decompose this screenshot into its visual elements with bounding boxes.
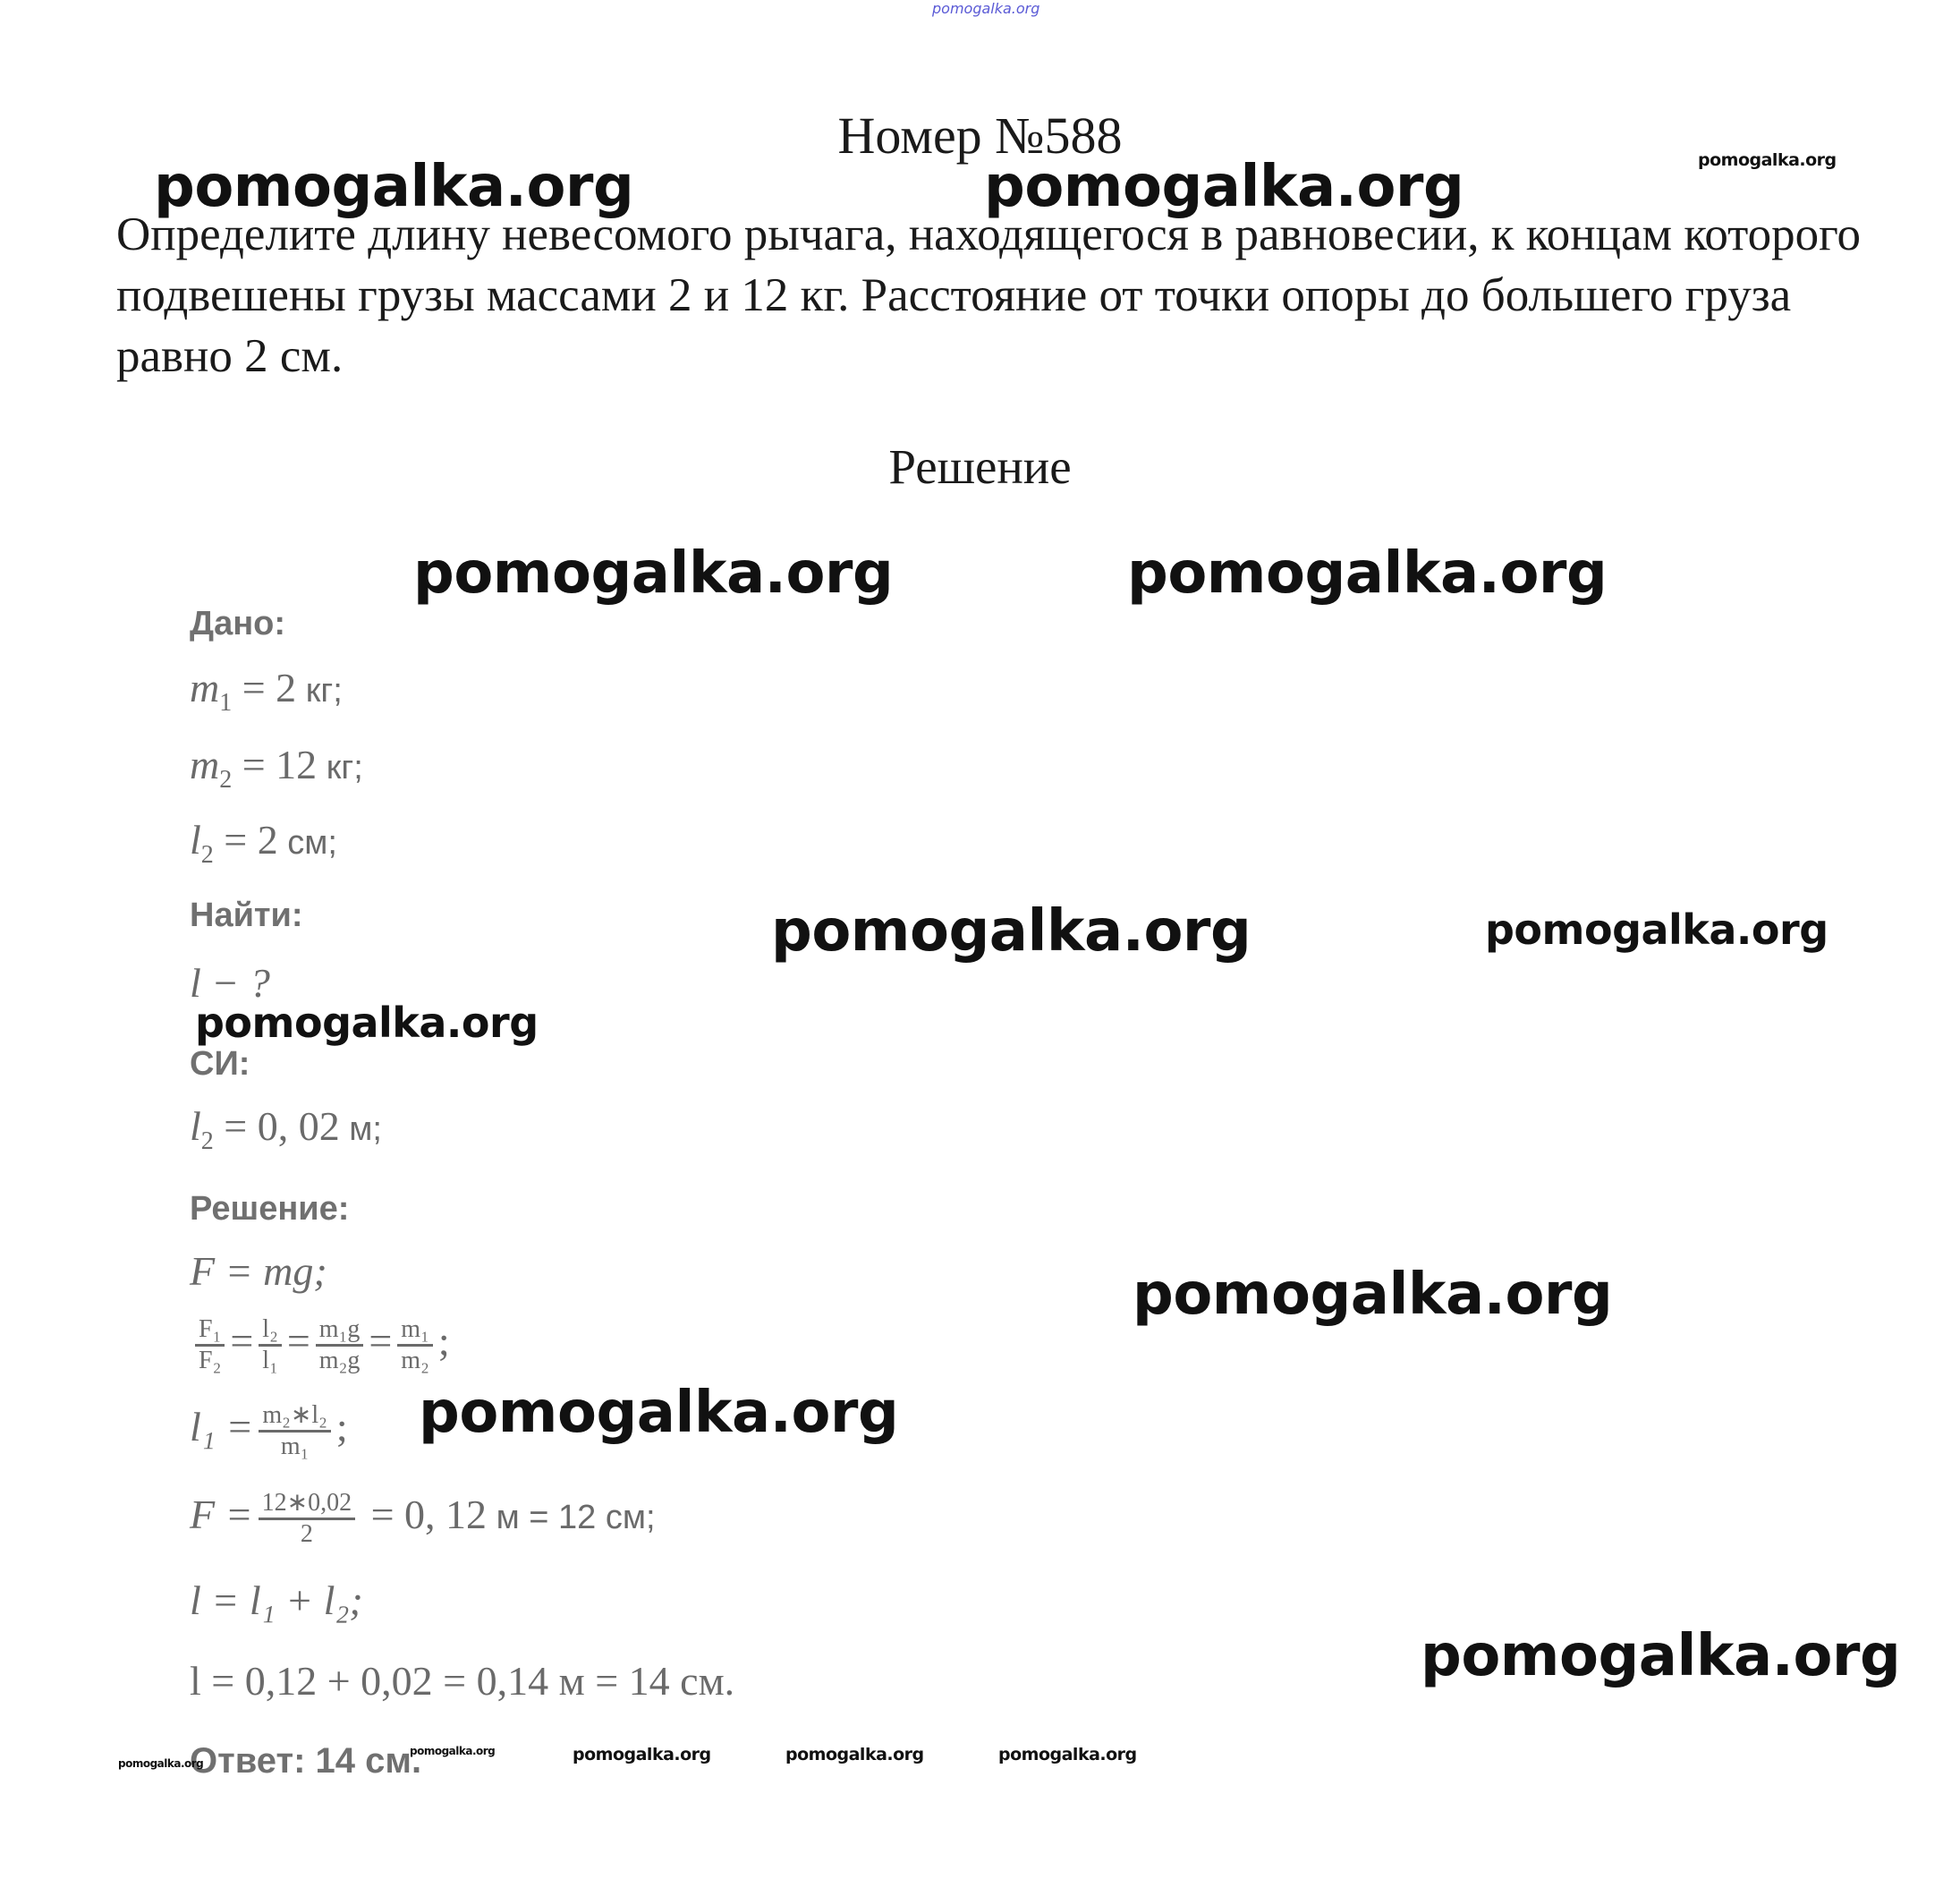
calc-rhs: = 0, 12 (361, 1492, 488, 1538)
m1-sub: 1 (219, 689, 233, 718)
watermark: pomogalka.org (771, 898, 1252, 965)
frac-f-den: F₂ (199, 1347, 222, 1374)
site-link[interactable]: pomogalka.org (932, 0, 1040, 17)
find-value: l − ? (190, 960, 270, 1006)
formula-l1 (190, 1401, 348, 1461)
watermark: pomogalka.org (410, 1745, 496, 1757)
watermark: pomogalka.org (573, 1745, 711, 1764)
given-m1 (190, 664, 343, 718)
m1-var: m (190, 665, 220, 710)
frac-m-den: m₂ (401, 1347, 429, 1374)
watermark: pomogalka.org (785, 1745, 924, 1764)
calc-lhs: F = (190, 1492, 253, 1538)
calc-unit: м = 12 см; (487, 1499, 656, 1537)
frac-l-num: l₂ (259, 1315, 282, 1347)
frac-l1-num: m₂∗l₂ (259, 1401, 331, 1433)
l1-lhs: l₁ = (190, 1404, 254, 1450)
given-label: Дано: (190, 605, 286, 642)
frac-calc-den: 2 (300, 1520, 313, 1548)
m1-unit: кг; (296, 672, 343, 710)
l2-var: l (190, 817, 201, 863)
m2-var: m (190, 742, 220, 787)
m2-sub: 2 (219, 766, 233, 795)
watermark: pomogalka.org (118, 1757, 204, 1770)
l1-tail: ; (335, 1404, 348, 1450)
frac-mg-num: m₁g (316, 1315, 364, 1347)
formula-sum-calc: l = 0,12 + 0,02 = 0,14 м = 14 см. (190, 1658, 735, 1704)
watermark: pomogalka.org (1485, 905, 1828, 954)
watermark: pomogalka.org (998, 1745, 1137, 1764)
frac-m-num: m₁ (397, 1315, 433, 1347)
watermark: pomogalka.org (195, 999, 539, 1047)
frac-calc (259, 1489, 355, 1549)
watermark: pomogalka.org (1698, 150, 1837, 170)
si-sub: 2 (200, 1127, 214, 1156)
frac-f (195, 1315, 225, 1375)
frac-l-den: l₁ (262, 1347, 278, 1374)
l2-value: = 2 (213, 817, 278, 863)
frac-f-num: F₁ (195, 1315, 225, 1347)
watermark: pomogalka.org (419, 1380, 899, 1446)
si-var: l (190, 1103, 201, 1149)
formula-f-mg: F = mg; (190, 1248, 327, 1294)
given-l2 (190, 816, 337, 870)
given-m2 (190, 741, 363, 795)
solution-label: Решение: (190, 1190, 350, 1228)
ratio-tail: ; (437, 1318, 450, 1365)
frac-l (259, 1315, 282, 1375)
frac-mg (316, 1315, 364, 1375)
solution-heading: Решение (888, 439, 1072, 494)
frac-l1-den: m₁ (280, 1433, 310, 1460)
watermark: pomogalka.org (1127, 540, 1608, 607)
watermark: pomogalka.org (413, 540, 894, 607)
frac-m (397, 1315, 433, 1375)
page-title: Номер №588 (837, 106, 1123, 165)
formula-calc (190, 1489, 656, 1549)
frac-l1 (259, 1401, 331, 1461)
frac-calc-num: 12∗0,02 (259, 1489, 355, 1520)
si-unit: м; (339, 1110, 382, 1148)
problem-text: Определите длину невесомого рычага, находящегося в равновесии, к концам которого подвешены грузы массами 2 и 12 кг. Расстояние от точки опоры до большего груза равно 2 см. (116, 208, 1862, 382)
m2-value: = 12 (232, 742, 318, 787)
l2-sub: 2 (200, 841, 214, 870)
watermark: pomogalka.org (1133, 1262, 1613, 1328)
frac-mg-den: m₂g (318, 1347, 361, 1374)
si-label: СИ: (190, 1045, 250, 1083)
find-label: Найти: (190, 897, 303, 934)
m1-value: = 2 (232, 665, 297, 710)
si-l2 (190, 1102, 382, 1156)
m2-unit: кг; (317, 749, 363, 786)
formula-ratio: $\frac{\text{F₁}}{\text{F₂}}$ = $\frac{\text{l₂}}{\text{l₁}}$ = $\frac{\text{m₁g}}{\text{m₂g}}$ = $\frac{\text{m₁}}{\text{m₂}}$ ; (190, 1315, 450, 1375)
si-value: = 0, 02 (213, 1103, 340, 1149)
watermark: pomogalka.org (154, 154, 634, 220)
watermark: pomogalka.org (1421, 1623, 1901, 1689)
l2-unit: см; (277, 824, 337, 862)
answer: Ответ: 14 см. (190, 1741, 422, 1781)
formula-sum: l = l₁ + l₂; (190, 1577, 363, 1623)
watermark: pomogalka.org (984, 154, 1464, 220)
